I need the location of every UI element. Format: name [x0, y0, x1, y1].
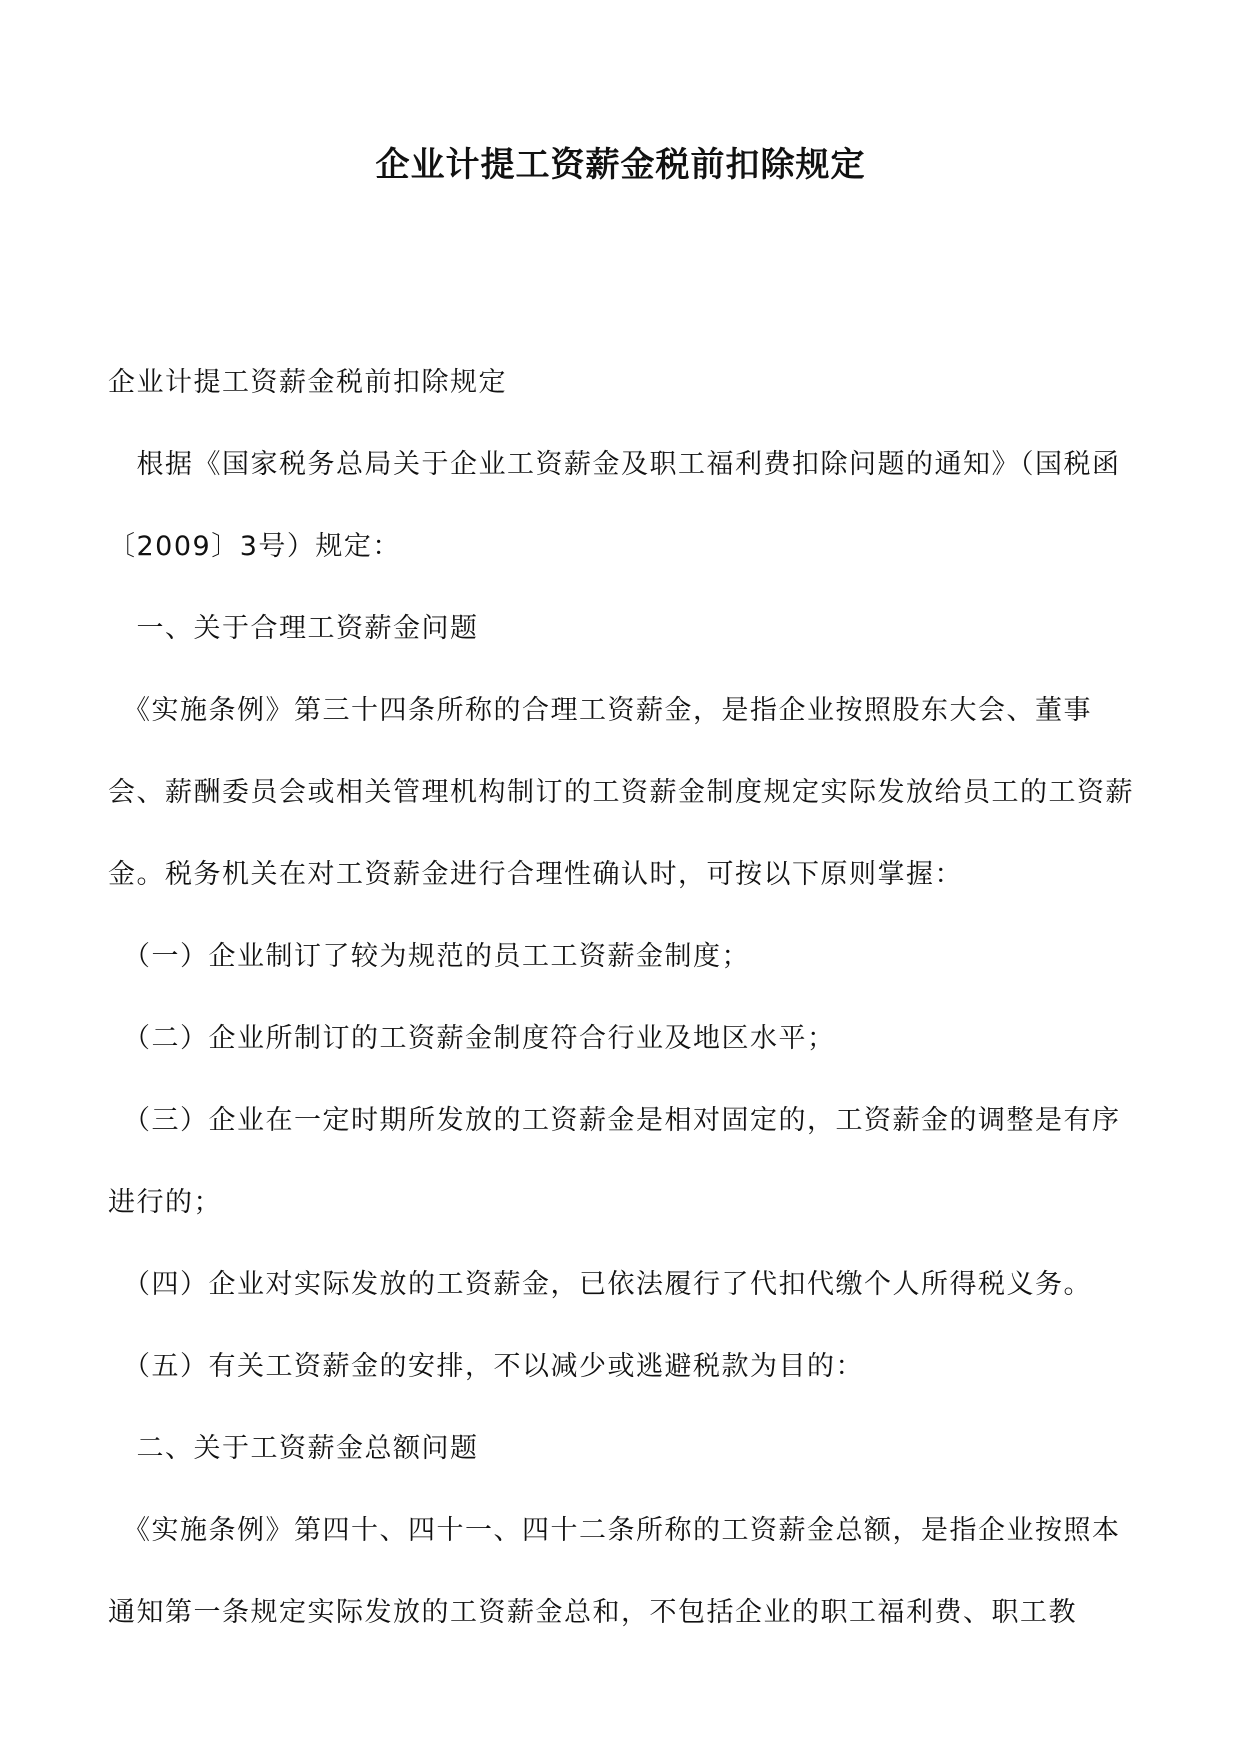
list-item: （四）企业对实际发放的工资薪金，已依法履行了代扣代缴个人所得税义务。: [108, 1269, 1092, 1300]
list-item: （二）企业所制订的工资薪金制度符合行业及地区水平；: [108, 1023, 836, 1054]
list-item: （五）有关工资薪金的安排，不以减少或逃避税款为目的：: [108, 1351, 864, 1382]
list-item: （三）企业在一定时期所发放的工资薪金是相对固定的，工资薪金的调整是有序进行的；: [108, 1105, 1121, 1218]
paragraph-subtitle: 企业计提工资薪金税前扣除规定: [108, 367, 507, 398]
section-heading-1: 一、关于合理工资薪金问题: [108, 613, 479, 644]
document-title: 企业计提工资薪金税前扣除规定: [375, 145, 866, 185]
paragraph: 《实施条例》第三十四条所称的合理工资薪金，是指企业按照股东大会、董事会、薪酬委员会或相关管理机构制订的工资薪金制度规定实际发放给员工的工资薪金。税务机关在对工资薪金进行合理性确认时，可按以下原则掌握：: [108, 695, 1134, 890]
paragraph: 《实施条例》第四十、四十一、四十二条所称的工资薪金总额，是指企业按照本通知第一条规定实际发放的工资薪金总和，不包括企业的职工福利费、职工教: [108, 1515, 1121, 1628]
paragraph-basis: 根据《国家税务总局关于企业工资薪金及职工福利费扣除问题的通知》（国税函〔2009〕3号）规定：: [108, 449, 1121, 562]
document-body: [108, 342, 1138, 1654]
section-heading-2: 二、关于工资薪金总额问题: [108, 1433, 479, 1464]
list-item: （一）企业制订了较为规范的员工工资薪金制度；: [108, 941, 750, 972]
